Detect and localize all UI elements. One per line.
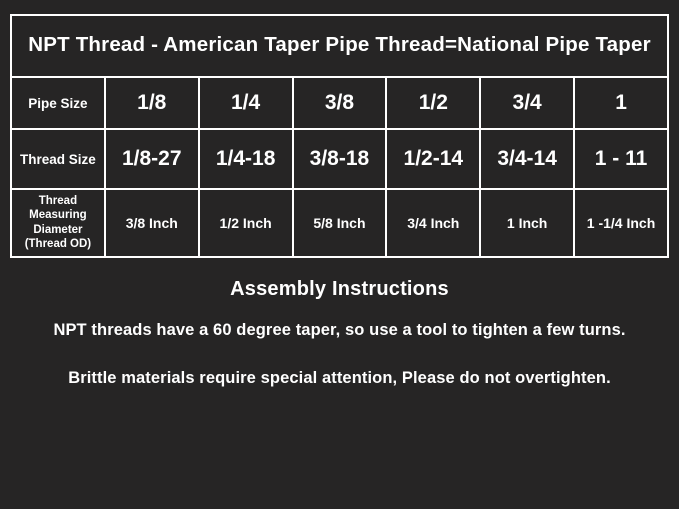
cell-pipe-size-2: 1/4	[199, 77, 293, 129]
assembly-instructions-section	[10, 278, 669, 388]
cell-thread-size-2: 1/4-18	[199, 129, 293, 189]
table-row-thread-od	[11, 189, 668, 257]
table-title: NPT Thread - American Taper Pipe Thread=National Pipe Taper	[11, 15, 668, 77]
cell-thread-od-3: 5/8 Inch	[293, 189, 387, 257]
cell-thread-od-1: 3/8 Inch	[105, 189, 199, 257]
assembly-instructions-heading: Assembly Instructions	[230, 277, 449, 300]
cell-thread-size-5: 3/4-14	[480, 129, 574, 189]
cell-pipe-size-1: 1/8	[105, 77, 199, 129]
assembly-instructions-line-1: NPT threads have a 60 degree taper, so use a tool to tighten a few turns.	[53, 320, 626, 339]
cell-thread-od-5: 1 Inch	[480, 189, 574, 257]
table-row-title	[11, 15, 668, 77]
cell-pipe-size-4: 1/2	[386, 77, 480, 129]
cell-thread-size-6: 1 - 11	[574, 129, 668, 189]
table-row-pipe-size	[11, 77, 668, 129]
cell-thread-od-2: 1/2 Inch	[199, 189, 293, 257]
cell-thread-od-6: 1 -1/4 Inch	[574, 189, 668, 257]
cell-thread-size-1: 1/8-27	[105, 129, 199, 189]
row-label-pipe-size: Pipe Size	[11, 77, 105, 129]
row-label-thread-od-line2: Diameter (Thread OD)	[24, 223, 92, 251]
row-label-thread-od-line1: Thread Measuring	[29, 195, 87, 222]
cell-pipe-size-5: 3/4	[480, 77, 574, 129]
assembly-instructions-line-2: Brittle materials require special attention, Please do not overtighten.	[68, 368, 611, 387]
npt-thread-table	[10, 14, 669, 258]
cell-pipe-size-3: 3/8	[293, 77, 387, 129]
row-label-thread-size: Thread Size	[11, 129, 105, 189]
cell-thread-od-4: 3/4 Inch	[386, 189, 480, 257]
row-label-thread-od	[11, 189, 105, 257]
cell-thread-size-4: 1/2-14	[386, 129, 480, 189]
cell-thread-size-3: 3/8-18	[293, 129, 387, 189]
cell-pipe-size-6: 1	[574, 77, 668, 129]
table-row-thread-size	[11, 129, 668, 189]
